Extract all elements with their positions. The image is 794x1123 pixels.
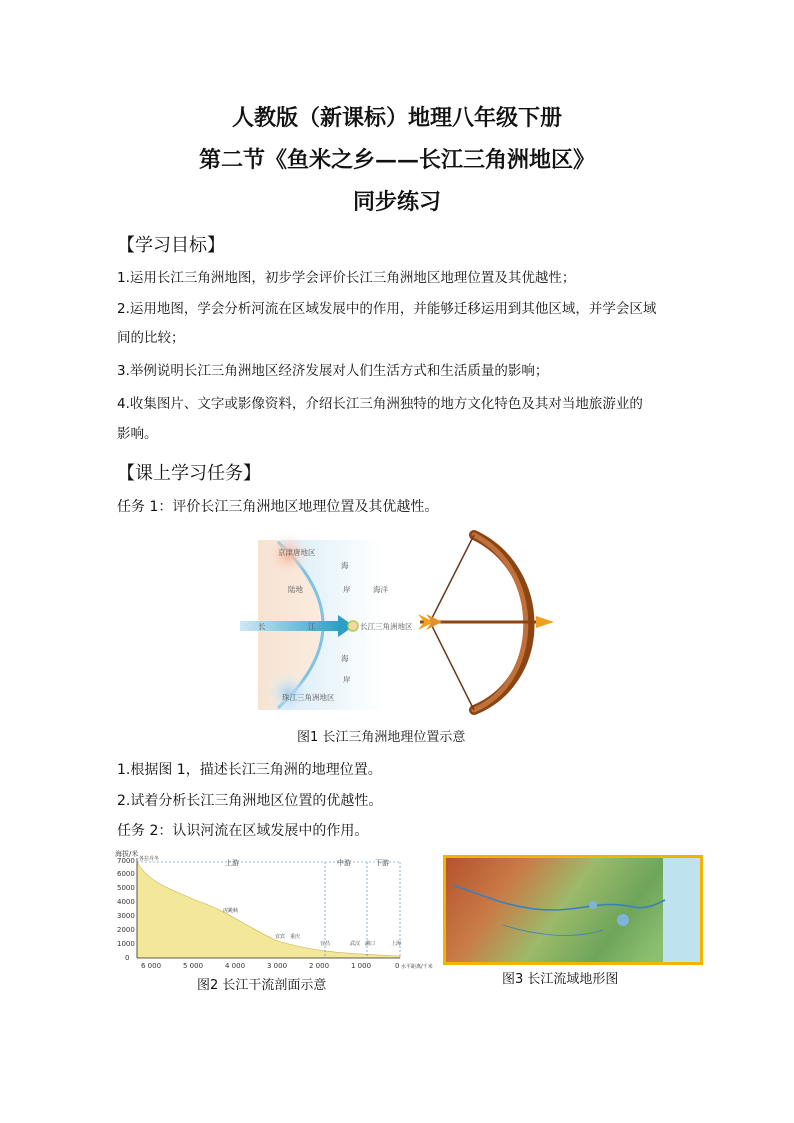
question2: 2.试着分析长江三角洲地区位置的优越性。: [117, 793, 383, 809]
place-label: 武汉: [350, 941, 361, 947]
label-ocean: 海洋: [373, 585, 388, 594]
objective-line: 间的比较；: [117, 330, 185, 346]
objectives-heading: 【学习目标】: [117, 235, 225, 256]
label-jjj: 京津唐地区: [278, 548, 316, 557]
y-tick: 1000: [117, 940, 135, 948]
label-zjsj: 珠江三角洲地区: [282, 693, 335, 702]
x-tick: 1 000: [351, 962, 372, 970]
figure3-terrain-map: [443, 855, 703, 965]
x-tick: 2 000: [309, 962, 330, 970]
label-an2: 岸: [343, 675, 351, 684]
place-label: 湖口: [365, 941, 376, 947]
objective-line: 影响。: [117, 426, 158, 442]
section-lower: 下游: [375, 859, 389, 867]
label-chang: 长: [258, 622, 266, 631]
place-label: 重庆: [290, 934, 301, 940]
place-label: 宜宾: [275, 934, 286, 940]
label-an: 岸: [343, 585, 351, 594]
label-jiang: 江: [308, 622, 316, 631]
task1-text: 任务 1：评价长江三角洲地区地理位置及其优越性。: [117, 499, 439, 515]
y-tick: 4000: [117, 898, 135, 906]
x-tick: 6 000: [141, 962, 162, 970]
subtitle: 同步练习: [352, 189, 441, 215]
label-hai2: 海: [341, 654, 349, 663]
objective-line: 3.举例说明长江三角洲地区经济发展对人们生活方式和生活质量的影响；: [117, 363, 549, 379]
task2-text: 任务 2：认识河流在区域发展中的作用。: [117, 823, 369, 839]
main-title: 人教版（新课标）地理八年级下册: [231, 105, 562, 131]
figure2-profile-chart: [115, 850, 433, 972]
figure3-caption: 图3 长江流域地形图: [502, 972, 619, 987]
y-tick: 0: [125, 954, 130, 962]
x-tick: 3 000: [267, 962, 288, 970]
x-axis-label: 水平距离/千米: [401, 964, 433, 970]
y-tick: 3000: [117, 912, 135, 920]
place-label: 各拉丹冬: [139, 856, 160, 862]
figure1-caption: 图1 长江三角洲地理位置示意: [297, 730, 466, 745]
section-middle: 中游: [337, 859, 351, 867]
place-label: 宜昌: [320, 941, 331, 947]
x-tick: 5 000: [183, 962, 204, 970]
y-tick: 2000: [117, 926, 135, 934]
section-upper: 上游: [225, 859, 239, 867]
label-hai: 海: [341, 561, 349, 570]
y-axis-label: 海拔/米: [115, 850, 139, 858]
place-label: 虎跳峡: [223, 908, 239, 914]
place-label: 上海: [391, 941, 402, 947]
objective-line: 1.运用长江三角洲地图，初步学会评价长江三角洲地区地理位置及其优越性；: [117, 270, 576, 286]
x-tick: 0: [395, 962, 400, 970]
label-land: 陆地: [288, 585, 303, 594]
y-tick: 7000: [117, 857, 135, 865]
objective-line: 4.收集图片、文字或影像资料，介绍长江三角洲独特的地方文化特色及其对当地旅游业的: [117, 396, 643, 412]
figure2-caption: 图2 长江干流剖面示意: [197, 978, 327, 993]
x-tick: 4 000: [225, 962, 246, 970]
question1: 1.根据图 1，描述长江三角洲的地理位置。: [117, 762, 382, 778]
y-tick: 6000: [117, 870, 135, 878]
tasks-heading: 【课上学习任务】: [117, 463, 261, 484]
section-title: 第二节《鱼米之乡——长江三角洲地区》: [198, 147, 595, 173]
label-cjsj: 长江三角洲地区: [360, 622, 413, 631]
figure1-location-diagram: [238, 530, 558, 715]
y-tick: 5000: [117, 884, 135, 892]
objective-line: 2.运用地图，学会分析河流在区域发展中的作用，并能够迁移运用到其他区域，并学会区域: [117, 301, 657, 317]
